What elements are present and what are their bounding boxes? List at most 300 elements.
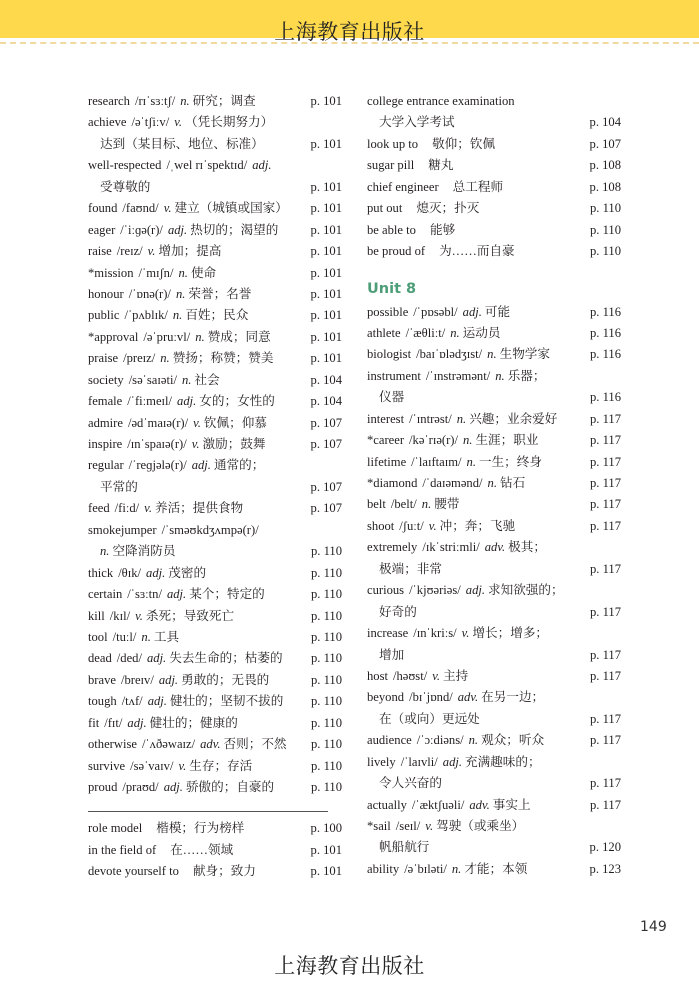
page-reference: p. 120 bbox=[589, 840, 621, 855]
part-of-speech: v. bbox=[178, 758, 187, 773]
page-reference: p. 110 bbox=[310, 565, 342, 580]
translation: 健壮的；坚韧不拔的 bbox=[169, 694, 284, 709]
entry-text bbox=[88, 112, 342, 133]
entry-text bbox=[367, 580, 621, 601]
phonetic: /əˈpruːvl/ bbox=[143, 329, 191, 344]
entry-text bbox=[88, 305, 311, 326]
part-of-speech: adj. bbox=[177, 394, 197, 409]
headword: found bbox=[88, 201, 118, 216]
translation: 激励；鼓舞 bbox=[202, 437, 266, 451]
vocab-entry bbox=[367, 859, 621, 880]
translation-continued: 令人兴奋的 bbox=[379, 776, 442, 791]
phonetic: /baɪˈɒlədʒɪst/ bbox=[416, 347, 483, 362]
vocab-entry bbox=[88, 220, 342, 241]
entry-text bbox=[88, 691, 311, 712]
part-of-speech: adj. bbox=[191, 458, 211, 473]
entry-text bbox=[88, 606, 311, 627]
vocab-entry bbox=[367, 452, 621, 473]
headword: tool bbox=[88, 629, 108, 644]
entry-text bbox=[88, 840, 311, 861]
page-reference: p. 110 bbox=[310, 715, 342, 730]
page-reference: p. 110 bbox=[310, 758, 342, 773]
phonetic: /ˈreɡjələ(r)/ bbox=[128, 458, 187, 473]
headword: dead bbox=[88, 651, 112, 666]
entry-line bbox=[88, 413, 342, 434]
entry-line bbox=[88, 563, 342, 584]
phrase-text: sugar pill bbox=[367, 158, 415, 173]
translation-continued: 平常的 bbox=[100, 479, 138, 494]
phonetic: /ˈiːɡə(r)/ bbox=[120, 222, 163, 237]
translation: 骄傲的；自豪的 bbox=[185, 780, 275, 794]
page-reference: p. 110 bbox=[589, 201, 621, 216]
entry-line bbox=[367, 623, 621, 644]
entry-text bbox=[367, 752, 621, 773]
entry-line bbox=[88, 177, 342, 198]
vocab-entry bbox=[88, 413, 342, 434]
translation: 主持 bbox=[443, 668, 469, 683]
page-reference: p. 117 bbox=[589, 797, 621, 812]
entry-text bbox=[367, 473, 590, 494]
translation: 事实上 bbox=[492, 797, 531, 812]
translation-continued: 仪器 bbox=[379, 390, 405, 405]
entry-line bbox=[367, 537, 621, 558]
vocab-entry bbox=[88, 777, 342, 798]
part-of-speech: adv. bbox=[469, 797, 490, 812]
page-reference: p. 101 bbox=[310, 308, 342, 323]
headword: eager bbox=[88, 222, 116, 237]
phrase-text: be proud of bbox=[367, 244, 426, 259]
phonetic: /ɪkˈstriːmli/ bbox=[422, 540, 480, 555]
entry-line bbox=[88, 606, 342, 627]
part-of-speech: n. bbox=[487, 476, 497, 490]
page-reference: p. 116 bbox=[589, 325, 621, 340]
translation-continued: 大学入学考试 bbox=[379, 115, 455, 130]
entry-line bbox=[367, 134, 621, 155]
part-of-speech: v. bbox=[147, 244, 156, 259]
page-reference: p. 110 bbox=[310, 651, 342, 666]
entry-line bbox=[88, 284, 342, 305]
page-reference: p. 101 bbox=[310, 842, 342, 857]
phonetic: /səˈsaɪəti/ bbox=[128, 372, 177, 387]
page-reference: p. 101 bbox=[310, 179, 342, 194]
translation: 兴趣；业余爱好 bbox=[469, 411, 558, 426]
phonetic: /ədˈmaɪə(r)/ bbox=[127, 415, 189, 430]
part-of-speech: n. bbox=[195, 329, 205, 344]
translation: 茂密的 bbox=[168, 565, 207, 580]
page-reference: p. 101 bbox=[310, 265, 342, 280]
vocab-entry bbox=[367, 580, 621, 623]
vocab-entry bbox=[367, 516, 621, 537]
part-of-speech: adj. bbox=[166, 587, 187, 602]
page-reference: p. 110 bbox=[310, 544, 342, 559]
part-of-speech: n. bbox=[141, 629, 151, 644]
entry-text bbox=[88, 498, 311, 519]
vocab-entry bbox=[88, 713, 342, 734]
phonetic: /ˈlaɪvli/ bbox=[400, 754, 438, 769]
entry-text bbox=[88, 177, 311, 198]
entry-line bbox=[367, 220, 621, 241]
page-reference: p. 117 bbox=[589, 776, 621, 791]
translation-continued: 帆船航行 bbox=[379, 840, 430, 855]
entry-text bbox=[88, 777, 311, 798]
vocab-entry bbox=[88, 498, 342, 519]
left-word-list bbox=[88, 91, 342, 798]
entry-line bbox=[367, 177, 621, 198]
phonetic: /əˈtʃiːv/ bbox=[131, 115, 170, 130]
phrase-translation: 能够 bbox=[429, 222, 456, 237]
entry-text bbox=[88, 134, 311, 155]
page-reference: p. 107 bbox=[310, 479, 342, 494]
phonetic: /ɪnˈspaɪə(r)/ bbox=[127, 437, 187, 451]
phonetic: /ˈlaɪftaɪm/ bbox=[411, 454, 462, 469]
page-reference: p. 101 bbox=[310, 864, 342, 879]
entry-line bbox=[367, 709, 621, 730]
entry-line bbox=[367, 452, 621, 473]
vocab-entry bbox=[367, 302, 621, 323]
part-of-speech: adj. bbox=[167, 222, 188, 237]
translation: 可能 bbox=[484, 304, 511, 319]
entry-line bbox=[88, 627, 342, 648]
translation: 失去生命的；枯萎的 bbox=[169, 651, 283, 666]
entry-line bbox=[88, 134, 342, 155]
translation: 充满趣味的； bbox=[465, 754, 541, 769]
headword: possible bbox=[367, 304, 409, 319]
translation: 养活；提供食物 bbox=[154, 501, 244, 516]
entry-text bbox=[367, 602, 590, 623]
part-of-speech: v. bbox=[191, 437, 200, 451]
translation-continued: 受尊敬的 bbox=[100, 179, 151, 194]
headword: curious bbox=[367, 583, 405, 598]
entry-text bbox=[367, 177, 590, 198]
part-of-speech: adv. bbox=[457, 690, 479, 705]
entry-line bbox=[367, 155, 621, 176]
page-reference: p. 101 bbox=[310, 201, 342, 216]
entry-line bbox=[367, 366, 621, 387]
page-reference: p. 116 bbox=[589, 347, 621, 362]
translation-continued: 增加 bbox=[379, 647, 405, 662]
headword: praise bbox=[88, 351, 119, 366]
page-reference: p. 104 bbox=[589, 115, 621, 130]
phonetic: /ɪnˈkriːs/ bbox=[413, 626, 457, 641]
part-of-speech: adj. bbox=[147, 694, 167, 709]
page-reference: p. 107 bbox=[310, 501, 342, 516]
translation: 赞成；同意 bbox=[207, 329, 271, 344]
entry-line bbox=[88, 91, 342, 112]
entry-text bbox=[88, 713, 311, 734]
phonetic: /fɪt/ bbox=[104, 715, 123, 730]
headword: brave bbox=[88, 672, 116, 687]
vocab-entry bbox=[88, 263, 342, 284]
headword: otherwise bbox=[88, 737, 137, 752]
translation: 钦佩；仰慕 bbox=[203, 415, 267, 430]
part-of-speech: adj. bbox=[163, 780, 183, 794]
headword: well-respected bbox=[88, 158, 162, 173]
phrase-entry bbox=[367, 155, 621, 176]
entry-text bbox=[88, 520, 342, 541]
phrase-entry bbox=[88, 818, 342, 839]
translation: 工具 bbox=[153, 629, 180, 644]
part-of-speech: v. bbox=[135, 608, 143, 623]
translation: 腰带 bbox=[434, 497, 460, 512]
headword: interest bbox=[367, 411, 405, 426]
entry-line bbox=[367, 473, 621, 494]
entry-text bbox=[367, 516, 590, 537]
phrase-entry bbox=[88, 861, 342, 882]
translation-continued: 极端；非常 bbox=[379, 561, 442, 576]
page-reference: p. 117 bbox=[589, 604, 621, 619]
phonetic: /ˌwel rɪˈspektɪd/ bbox=[166, 158, 248, 173]
headword: feed bbox=[88, 501, 110, 516]
entry-line bbox=[367, 344, 621, 365]
entry-text bbox=[88, 584, 311, 605]
entry-text bbox=[367, 795, 590, 816]
page-reference: p. 101 bbox=[310, 351, 342, 366]
phonetic: /rɪˈsɜːtʃ/ bbox=[134, 94, 176, 108]
entry-line bbox=[88, 541, 342, 562]
phrase-text: role model bbox=[88, 821, 143, 836]
translation-continued: 达到（某目标、地位、标准） bbox=[100, 136, 264, 151]
entry-text bbox=[367, 773, 590, 794]
headword: *approval bbox=[88, 329, 139, 344]
phrase-translation: 敬仰；钦佩 bbox=[432, 136, 496, 151]
entry-text bbox=[367, 837, 590, 858]
entry-line bbox=[88, 155, 342, 176]
phonetic: /həʊst/ bbox=[393, 668, 428, 683]
entry-text bbox=[367, 859, 590, 880]
entry-line bbox=[88, 241, 342, 262]
entry-line bbox=[367, 516, 621, 537]
page-reference: p. 101 bbox=[310, 136, 342, 151]
vocab-entry bbox=[367, 409, 621, 430]
entry-line bbox=[88, 498, 342, 519]
headword: *career bbox=[367, 433, 405, 448]
headword: belt bbox=[367, 497, 386, 512]
vocab-entry bbox=[367, 816, 621, 859]
headword: smokejumper bbox=[88, 522, 157, 537]
entry-line bbox=[88, 220, 342, 241]
entry-text bbox=[88, 241, 311, 262]
page-reference: p. 110 bbox=[310, 629, 342, 644]
page-reference: p. 117 bbox=[589, 733, 621, 748]
entry-text bbox=[88, 413, 311, 434]
headword: society bbox=[88, 372, 124, 387]
part-of-speech: n. bbox=[172, 308, 183, 323]
entry-text bbox=[367, 645, 590, 666]
entry-text bbox=[367, 198, 590, 219]
headword: actually bbox=[367, 797, 407, 812]
phrase-text: be able to bbox=[367, 222, 416, 237]
headword: *diamond bbox=[367, 476, 418, 490]
part-of-speech: n. bbox=[181, 372, 192, 387]
phrase-translation: 为……而自豪 bbox=[439, 244, 515, 259]
translation: 赞扬；称赞；赞美 bbox=[172, 351, 274, 366]
page-reference: p. 108 bbox=[589, 158, 621, 173]
phonetic: /preɪz/ bbox=[123, 351, 156, 366]
translation-continued: 在（或向）更远处 bbox=[379, 711, 480, 726]
page-reference: p. 117 bbox=[589, 647, 621, 662]
headword: tough bbox=[88, 694, 117, 709]
headword: lifetime bbox=[367, 454, 407, 469]
part-of-speech: n. bbox=[100, 544, 110, 559]
entry-line bbox=[367, 773, 621, 794]
entry-line bbox=[367, 91, 621, 112]
entry-text bbox=[367, 494, 590, 515]
vocab-entry bbox=[88, 348, 342, 369]
entry-text bbox=[88, 670, 311, 691]
entry-line bbox=[88, 840, 342, 861]
page-reference: p. 117 bbox=[589, 497, 621, 512]
phrase-translation: 献身；致力 bbox=[192, 864, 256, 879]
page-reference: p. 117 bbox=[589, 433, 621, 448]
entry-text bbox=[88, 198, 311, 219]
vocab-entry bbox=[88, 691, 342, 712]
headword: lively bbox=[367, 754, 396, 769]
phonetic: /ˈɔːdiəns/ bbox=[416, 733, 464, 748]
page-reference: p. 110 bbox=[310, 780, 342, 794]
phrase-entry bbox=[88, 840, 342, 861]
translation-continued: 空降消防员 bbox=[112, 544, 176, 559]
translation: 运动员 bbox=[462, 325, 501, 340]
part-of-speech: n. bbox=[495, 368, 505, 383]
page-reference: p. 110 bbox=[310, 608, 342, 623]
part-of-speech: n. bbox=[450, 325, 460, 340]
entry-line bbox=[367, 387, 621, 408]
headword: host bbox=[367, 668, 388, 683]
phonetic: /tʌf/ bbox=[121, 694, 143, 709]
vocab-entry bbox=[88, 370, 342, 391]
vocab-entry bbox=[88, 198, 342, 219]
entry-text bbox=[367, 366, 621, 387]
vocab-entry bbox=[367, 344, 621, 365]
phrase-translation: 总工程师 bbox=[452, 179, 504, 194]
part-of-speech: v. bbox=[432, 668, 441, 683]
headword: survive bbox=[88, 758, 126, 773]
headword: athlete bbox=[367, 325, 401, 340]
entry-line bbox=[367, 602, 621, 623]
vocab-entry bbox=[88, 648, 342, 669]
page-number: 149 bbox=[640, 919, 667, 935]
vocab-entry bbox=[367, 730, 621, 751]
entry-text bbox=[367, 220, 590, 241]
page-reference: p. 107 bbox=[310, 415, 342, 430]
headword: female bbox=[88, 394, 123, 409]
translation: 通常的； bbox=[213, 458, 265, 473]
phrase-text: look up to bbox=[367, 136, 419, 151]
part-of-speech: adj. bbox=[146, 565, 166, 580]
page-reference: p. 110 bbox=[589, 244, 621, 259]
part-of-speech: v. bbox=[174, 115, 183, 130]
vocab-entry bbox=[367, 666, 621, 687]
phonetic: /ˈkjʊəriəs/ bbox=[409, 583, 461, 598]
page-reference: p. 101 bbox=[310, 94, 342, 108]
entry-line bbox=[88, 263, 342, 284]
phonetic: /kɪl/ bbox=[109, 608, 131, 623]
translation: 冲；奔；飞驰 bbox=[439, 518, 516, 533]
part-of-speech: n. bbox=[451, 861, 462, 876]
part-of-speech: v. bbox=[193, 415, 201, 430]
entry-text bbox=[367, 430, 590, 451]
phrase-translation: 在……领域 bbox=[170, 842, 234, 857]
part-of-speech: n. bbox=[421, 497, 432, 512]
phonetic: /seɪl/ bbox=[395, 819, 421, 833]
part-of-speech: n. bbox=[180, 94, 190, 108]
entry-text bbox=[88, 370, 311, 391]
page-reference: p. 123 bbox=[589, 861, 621, 876]
entry-text bbox=[367, 155, 590, 176]
left-column bbox=[88, 91, 342, 883]
phrase-text: chief engineer bbox=[367, 179, 439, 194]
headword: beyond bbox=[367, 690, 405, 705]
part-of-speech: v. bbox=[461, 626, 470, 641]
phonetic: /θɪk/ bbox=[118, 565, 142, 580]
entry-line bbox=[88, 777, 342, 798]
vocab-entry bbox=[88, 112, 342, 155]
entry-line bbox=[367, 730, 621, 751]
vocab-entry bbox=[367, 473, 621, 494]
entry-text bbox=[367, 91, 621, 112]
phonetic: /ˈæktʃuəli/ bbox=[411, 797, 465, 812]
part-of-speech: adv. bbox=[200, 737, 221, 752]
page-reference: p. 117 bbox=[589, 454, 621, 469]
page-reference: p. 104 bbox=[310, 394, 342, 409]
translation: 建立（城镇或国家） bbox=[174, 201, 288, 216]
entry-text bbox=[367, 387, 590, 408]
entry-line bbox=[88, 734, 342, 755]
entry-line bbox=[367, 580, 621, 601]
headword: extremely bbox=[367, 540, 418, 555]
headword: research bbox=[88, 94, 130, 108]
phonetic: /faʊnd/ bbox=[122, 201, 159, 216]
entry-text bbox=[88, 434, 311, 455]
translation: 观众；听众 bbox=[481, 733, 545, 748]
vocab-entry bbox=[88, 455, 342, 498]
headword: thick bbox=[88, 565, 114, 580]
vocab-entry bbox=[367, 752, 621, 795]
entry-text bbox=[367, 112, 590, 133]
entry-text bbox=[88, 391, 311, 412]
phrase-entry bbox=[367, 241, 621, 262]
part-of-speech: n. bbox=[456, 411, 467, 426]
entry-line bbox=[88, 348, 342, 369]
phrase-entry bbox=[367, 91, 621, 134]
translation: 研究；调查 bbox=[192, 94, 256, 108]
entry-text bbox=[367, 666, 590, 687]
phonetic: /səˈvaɪv/ bbox=[130, 758, 174, 773]
entry-text bbox=[88, 734, 311, 755]
translation: 社会 bbox=[194, 372, 220, 387]
phrase-text: put out bbox=[367, 201, 403, 216]
headword: admire bbox=[88, 415, 123, 430]
part-of-speech: v. bbox=[425, 819, 434, 833]
entry-line bbox=[88, 713, 342, 734]
entry-line bbox=[88, 327, 342, 348]
entry-text bbox=[88, 348, 311, 369]
phonetic: /belt/ bbox=[390, 497, 417, 512]
headword: ability bbox=[367, 861, 400, 876]
entry-text bbox=[88, 284, 311, 305]
vocab-entry bbox=[88, 584, 342, 605]
page-reference: p. 117 bbox=[589, 518, 621, 533]
entry-text bbox=[367, 559, 590, 580]
translation: 增加；提高 bbox=[158, 244, 222, 259]
phonetic: /bɪˈjɒnd/ bbox=[409, 690, 453, 705]
page-reference: p. 117 bbox=[589, 711, 621, 726]
page-reference: p. 116 bbox=[589, 304, 621, 319]
entry-text bbox=[88, 627, 311, 648]
part-of-speech: adj. bbox=[146, 651, 167, 666]
vocab-entry bbox=[88, 91, 342, 112]
translation: 健壮的；健康的 bbox=[149, 715, 238, 730]
